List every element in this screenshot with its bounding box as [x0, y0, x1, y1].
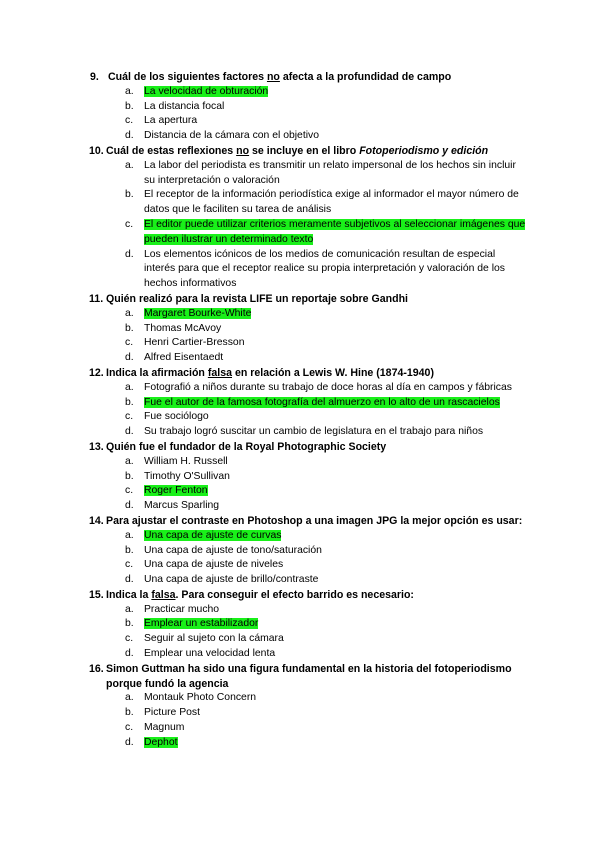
question-heading [0, 514, 600, 529]
answer-option [0, 573, 600, 588]
question-text-part: Simon Guttman ha sido una figura fundamental en la historia del fotoperiodismo porque fundó la agencia [106, 662, 512, 690]
option-text: Los elementos icónicos de los medios de comunicación resultan de especial interés para que el receptor realice su propia interpretación y valoración de los hechos informativos [144, 248, 505, 290]
answer-option [0, 159, 600, 189]
option-text: Fue sociólogo [144, 411, 209, 423]
option-letter: c. [125, 218, 134, 230]
question-text-underlined: falsa [151, 588, 176, 601]
answer-option [0, 188, 600, 218]
option-text: Timothy O'Sullivan [144, 470, 230, 482]
option-letter: c. [125, 485, 134, 497]
question-heading [0, 440, 600, 455]
question-heading [0, 588, 600, 603]
option-letter: b. [125, 189, 134, 201]
option-letter: a. [125, 455, 134, 467]
answer-option-correct [0, 85, 600, 100]
question-text-underlined: falsa [207, 366, 233, 379]
option-letter: a. [125, 159, 134, 171]
answer-option [0, 336, 600, 351]
option-letter: a. [125, 603, 134, 615]
question-number: 12. [89, 366, 104, 379]
answer-option [0, 558, 600, 573]
answer-option [0, 499, 600, 514]
question-number: 16. [89, 662, 104, 675]
answer-option-correct [0, 218, 600, 248]
question-text [108, 70, 540, 85]
option-letter: b. [125, 100, 134, 112]
option-letter: d. [125, 248, 134, 260]
option-letter: b. [125, 396, 134, 408]
option-letter: a. [125, 381, 134, 393]
option-text: Distancia de la cámara con el objetivo [144, 130, 320, 142]
question-text [106, 366, 540, 381]
question-text [106, 662, 540, 692]
question-text-part: Quién fue el fundador de la Royal Photographic Society [106, 440, 387, 453]
option-letter: b. [125, 322, 134, 334]
question-item [0, 144, 600, 292]
option-text: Henri Cartier-Bresson [144, 337, 245, 349]
answer-option [0, 322, 600, 337]
question-number: 15. [89, 588, 104, 601]
question-text-part: Quién realizó para la revista LIFE un reportaje sobre Gandhi [106, 292, 409, 305]
option-letter: a. [125, 307, 134, 319]
option-text: Marcus Sparling [144, 500, 220, 512]
answer-option [0, 632, 600, 647]
option-text: El receptor de la información periodística exige al informador el mayor número de datos que le faciliten su tarea de análisis [144, 189, 519, 216]
question-text-part: se incluye en el libro [249, 144, 360, 157]
question-text-part: afecta a la profundidad de campo [279, 71, 452, 83]
correct-answer-highlight: La velocidad de obturación [144, 85, 269, 97]
option-text: La apertura [144, 115, 198, 127]
option-letter: d. [125, 574, 134, 586]
option-text [144, 484, 528, 499]
answer-option-correct [0, 617, 600, 632]
option-text: William H. Russell [144, 455, 228, 467]
question-heading [0, 366, 600, 381]
option-letter: c. [125, 115, 134, 127]
answer-option [0, 455, 600, 470]
question-heading [0, 144, 600, 159]
question-number: 14. [89, 514, 104, 527]
answer-option [0, 410, 600, 425]
option-letter: d. [125, 648, 134, 660]
question-text-part: Indica la [106, 588, 152, 601]
question-text-italic: Fotoperiodismo y edición [359, 144, 489, 157]
question-text [106, 440, 540, 455]
option-text: Practicar mucho [144, 603, 220, 615]
question-text-part: Indica la afirmación [106, 366, 208, 379]
option-letter: b. [125, 618, 134, 630]
option-text: Magnum [144, 722, 185, 734]
option-letter: c. [125, 633, 134, 645]
answer-option [0, 603, 600, 618]
question-text-underlined: no [236, 144, 250, 157]
question-text [106, 292, 540, 307]
question-text-part: en relación a Lewis W. Hine (1874-1940) [232, 366, 434, 379]
option-text: La distancia focal [144, 100, 225, 112]
option-letter: d. [125, 130, 134, 142]
question-item [0, 366, 600, 440]
answer-option-correct [0, 396, 600, 411]
question-number: 10. [89, 144, 104, 157]
option-text [144, 218, 528, 248]
question-text-part: Cuál de los siguientes factores [108, 71, 267, 83]
correct-answer-highlight: El editor puede utilizar criterios meramente subjetivos al seleccionar imágenes que pueden ilustrar un determinado texto [144, 218, 526, 245]
correct-answer-highlight: Una capa de ajuste de curvas [144, 529, 282, 541]
option-text: Seguir al sujeto con la cámara [144, 633, 284, 645]
option-text [144, 85, 528, 100]
question-number: 11. [89, 292, 104, 305]
option-text: Su trabajo logró suscitar un cambio de legislatura en el trabajo para niños [144, 426, 484, 438]
option-text: Emplear una velocidad lenta [144, 648, 276, 660]
exam-document [0, 70, 600, 751]
option-letter: d. [125, 500, 134, 512]
option-text [144, 307, 528, 322]
option-letter: a. [125, 529, 134, 541]
answer-option [0, 721, 600, 736]
option-text: La labor del periodista es transmitir un relato impersonal de los hechos sin incluir su interpretación o valoración [144, 159, 516, 186]
option-text: Montauk Photo Concern [144, 692, 257, 704]
option-letter: b. [125, 470, 134, 482]
answer-option [0, 425, 600, 440]
question-item [0, 440, 600, 514]
answer-option [0, 647, 600, 662]
option-text [144, 396, 528, 411]
option-letter: d. [125, 426, 134, 438]
correct-answer-highlight: Fue el autor de la famosa fotografía del almuerzo en lo alto de un rascacielos [144, 396, 500, 408]
question-text [106, 514, 540, 529]
question-text-part: Para ajustar el contraste en Photoshop a una imagen JPG la mejor opción es usar: [106, 514, 523, 527]
answer-option [0, 691, 600, 706]
question-item [0, 588, 600, 662]
answer-option [0, 129, 600, 144]
question-item [0, 292, 600, 366]
answer-option [0, 248, 600, 292]
correct-answer-highlight: Dephot [144, 736, 178, 748]
option-letter: a. [125, 85, 134, 97]
answer-option-correct [0, 736, 600, 751]
option-letter: c. [125, 722, 134, 734]
option-text: Alfred Eisentaedt [144, 352, 224, 364]
question-heading [0, 70, 600, 85]
answer-option [0, 114, 600, 129]
correct-answer-highlight: Margaret Bourke-White [144, 307, 252, 319]
answer-option-correct [0, 484, 600, 499]
option-letter: a. [125, 692, 134, 704]
question-text-part: . Para conseguir el efecto barrido es necesario: [175, 588, 414, 601]
question-item [0, 514, 600, 588]
option-text: Thomas McAvoy [144, 322, 222, 334]
option-letter: b. [125, 707, 134, 719]
question-text [106, 588, 540, 603]
option-text [144, 617, 528, 632]
answer-option [0, 470, 600, 485]
question-item [0, 662, 600, 751]
question-text-underlined: no [266, 71, 280, 83]
answer-option [0, 351, 600, 366]
option-text: Una capa de ajuste de tono/saturación [144, 544, 322, 556]
option-text: Picture Post [144, 707, 201, 719]
question-number: 9. [90, 71, 99, 83]
question-heading [0, 292, 600, 307]
option-letter: c. [125, 337, 134, 349]
option-letter: d. [125, 352, 134, 364]
answer-option [0, 100, 600, 115]
answer-option-correct [0, 307, 600, 322]
option-letter: d. [125, 736, 134, 748]
answer-option [0, 544, 600, 559]
question-item [0, 70, 600, 144]
answer-option-correct [0, 529, 600, 544]
option-letter: c. [125, 411, 134, 423]
option-text: Una capa de ajuste de brillo/contraste [144, 574, 319, 586]
option-letter: b. [125, 544, 134, 556]
answer-option [0, 706, 600, 721]
correct-answer-highlight: Roger Fenton [144, 485, 208, 497]
option-text: Fotografió a niños durante su trabajo de doce horas al día en campos y fábricas [144, 381, 512, 393]
option-letter: c. [125, 559, 134, 571]
answer-option [0, 381, 600, 396]
correct-answer-highlight: Emplear un estabilizador [144, 618, 259, 630]
option-text: Una capa de ajuste de niveles [144, 559, 284, 571]
option-text [144, 736, 528, 751]
option-text [144, 529, 528, 544]
question-number: 13. [89, 440, 104, 453]
question-text [106, 144, 540, 159]
question-text-part: Cuál de estas reflexiones [106, 144, 237, 157]
question-heading [0, 662, 600, 692]
